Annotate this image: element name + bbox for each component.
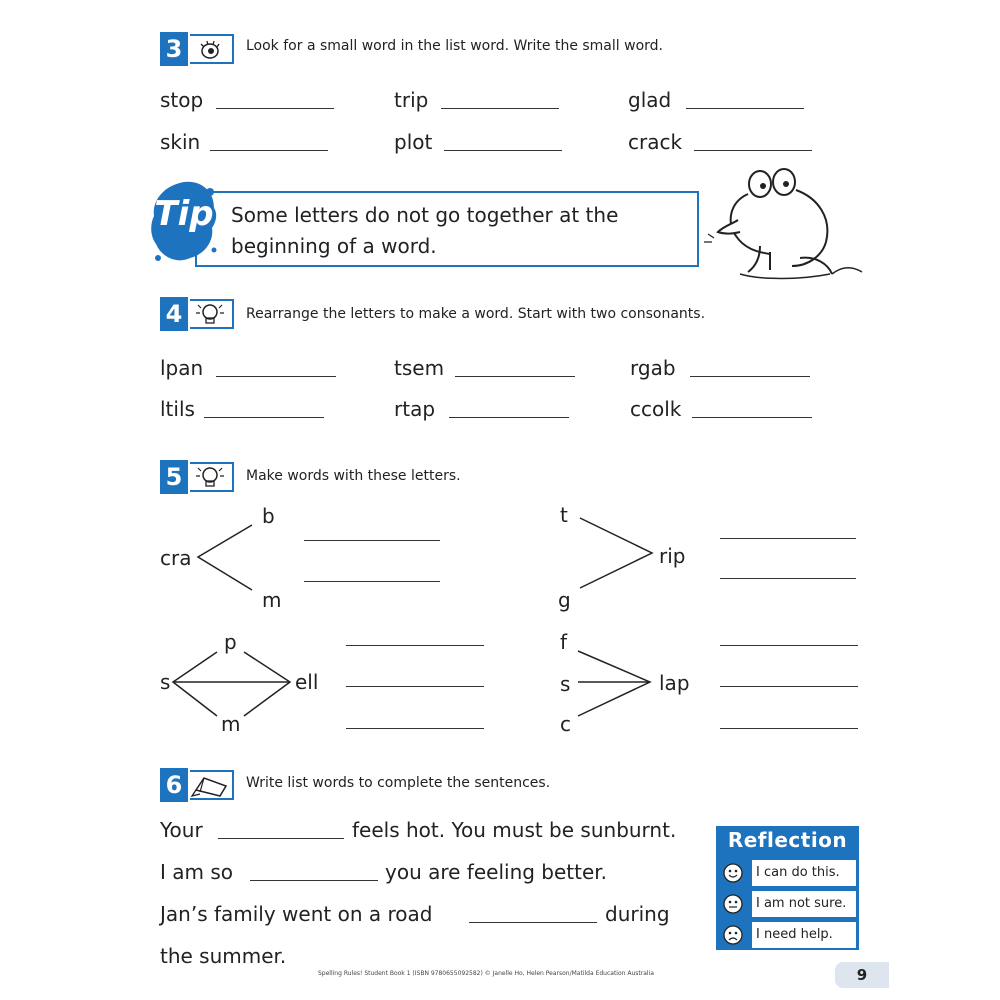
answer-blank[interactable] xyxy=(304,540,440,541)
reflection-item-can-do[interactable]: I can do this. xyxy=(752,860,856,886)
word-plot: plot xyxy=(394,130,433,154)
answer-blank[interactable] xyxy=(720,728,858,729)
footer-credit: Spelling Rules! Student Book 1 (ISBN 9780655092582) © Janelle Ho, Helen Pearson/Matilda Education Australia xyxy=(318,970,654,977)
word-ccolk: ccolk xyxy=(630,397,682,421)
section-3-number: 3 xyxy=(160,32,188,66)
section-5-instruction: Make words with these letters. xyxy=(246,468,461,484)
answer-blank[interactable] xyxy=(720,578,856,579)
word-rgab: rgab xyxy=(630,356,676,380)
sentence-3-start: Jan’s family went on a road xyxy=(160,902,433,926)
letter-p: p xyxy=(224,630,237,654)
section-6-instruction: Write list words to complete the sentences. xyxy=(246,775,551,791)
answer-blank[interactable] xyxy=(720,645,858,646)
stem-cra: cra xyxy=(160,546,192,570)
word-tsem: tsem xyxy=(394,356,445,380)
letter-f: f xyxy=(560,630,568,654)
pencil-icon xyxy=(190,770,234,800)
stem-ell: ell xyxy=(295,670,319,694)
letter-c: c xyxy=(560,712,571,736)
answer-blank[interactable] xyxy=(346,728,484,729)
letter-t: t xyxy=(560,503,568,527)
word-stop: stop xyxy=(160,88,204,112)
stem-rip: rip xyxy=(659,544,686,568)
sentence-1-start: Your xyxy=(160,818,203,842)
word-crack: crack xyxy=(628,130,683,154)
word-glad: glad xyxy=(628,88,672,112)
answer-blank[interactable] xyxy=(304,581,440,582)
letter-g: g xyxy=(558,588,571,612)
sentence-3-middle: during xyxy=(605,902,670,926)
answer-blank[interactable] xyxy=(218,838,344,839)
word-rtap: rtap xyxy=(394,397,436,421)
worried-face-icon[interactable] xyxy=(720,922,746,948)
section-4-number: 4 xyxy=(160,297,188,331)
word-ltils: ltils xyxy=(160,397,195,421)
tip-badge-label: Tip xyxy=(154,194,214,234)
tip-line-2: beginning of a word. xyxy=(231,234,437,258)
section-5-number: 5 xyxy=(160,460,188,494)
sentence-3-end: the summer. xyxy=(160,944,287,968)
letter-s: s xyxy=(560,672,571,696)
reflection-item-not-sure[interactable]: I am not sure. xyxy=(752,891,856,917)
reflection-item-need-help[interactable]: I need help. xyxy=(752,922,856,948)
section-4-instruction: Rearrange the letters to make a word. Start with two consonants. xyxy=(246,306,706,322)
page-number: 9 xyxy=(835,962,889,988)
word-lpan: lpan xyxy=(160,356,204,380)
tip-line-1: Some letters do not go together at the xyxy=(231,203,619,227)
happy-face-icon[interactable] xyxy=(720,860,746,886)
answer-blank[interactable] xyxy=(720,538,856,539)
letter-m: m xyxy=(262,588,282,612)
letter-b: b xyxy=(262,504,275,528)
answer-blank[interactable] xyxy=(469,922,597,923)
section-3-instruction: Look for a small word in the list word. Write the small word. xyxy=(246,38,663,54)
letter-s: s xyxy=(160,670,171,694)
letter-m: m xyxy=(221,712,241,736)
sentence-2-start: I am so xyxy=(160,860,234,884)
stem-lap: lap xyxy=(659,671,690,695)
answer-blank[interactable] xyxy=(250,880,378,881)
sentence-2-end: you are feeling better. xyxy=(385,860,608,884)
answer-blank[interactable] xyxy=(720,686,858,687)
word-trip: trip xyxy=(394,88,429,112)
answer-blank[interactable] xyxy=(346,645,484,646)
neutral-face-icon[interactable] xyxy=(720,891,746,917)
answer-blank[interactable] xyxy=(346,686,484,687)
word-skin: skin xyxy=(160,130,201,154)
reflection-title: Reflection xyxy=(727,828,848,852)
reflection-box xyxy=(716,826,859,950)
sentence-1-end: feels hot. You must be sunburnt. xyxy=(352,818,677,842)
section-6-number: 6 xyxy=(160,768,188,802)
